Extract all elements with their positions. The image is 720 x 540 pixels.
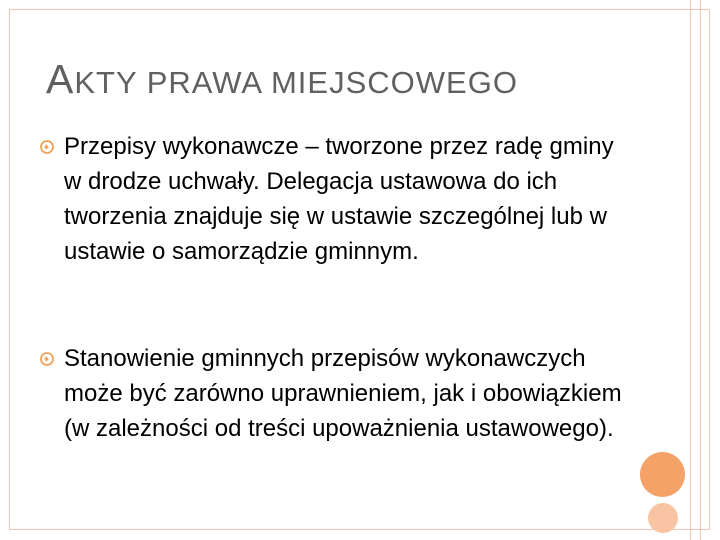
slide-title: AKTY PRAWA MIEJSCOWEGO xyxy=(46,56,518,102)
bullet-text-2: Stanowienie gminnych przepisów wykonawczych może być zarówno uprawnieniem, jak i obowiązkiem (w zależności od treści upoważnienia ustawowego). xyxy=(64,345,622,442)
bullet-text-1: Przepisy wykonawcze – tworzone przez radę gminy w drodze uchwały. Delegacja ustawowa do ich tworzenia znajduje się w ustawie szczególnej lub w ustawie o samorządzie gminnym. xyxy=(64,133,614,265)
accent-circle-small xyxy=(648,503,678,533)
circle-bullet-icon xyxy=(40,352,54,366)
decorative-line xyxy=(690,0,691,540)
decorative-line xyxy=(700,0,701,540)
accent-circle xyxy=(640,452,685,497)
circle-bullet-icon xyxy=(40,140,54,154)
